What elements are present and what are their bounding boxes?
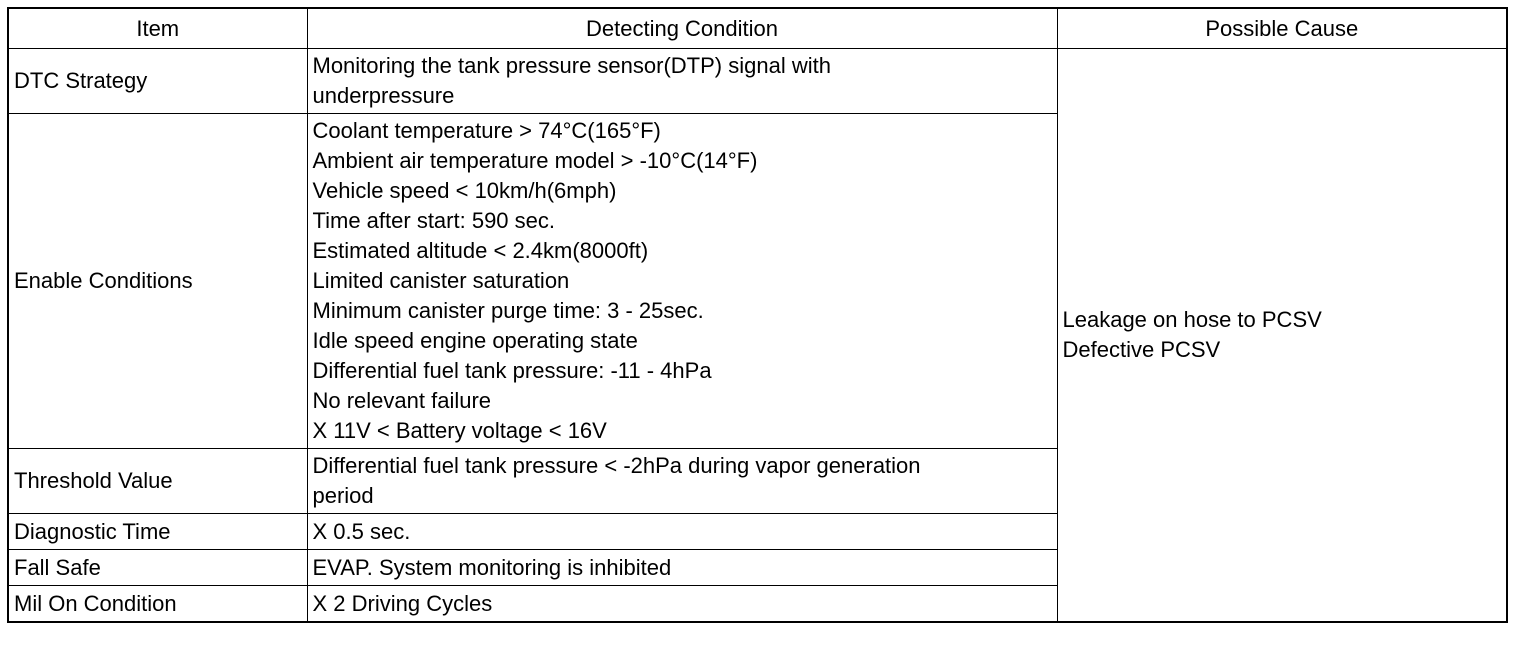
item-cell: Enable Conditions (8, 114, 307, 449)
condition-cell (307, 114, 1057, 449)
condition-line: No relevant failure (312, 388, 492, 413)
condition-line: Minimum canister purge time: 3 - 25sec. (312, 298, 704, 323)
condition-line: underpressure (312, 83, 455, 108)
condition-line: period (312, 483, 374, 508)
dtc-spec-table (7, 7, 1508, 623)
condition-line: Estimated altitude < 2.4km(8000ft) (312, 238, 649, 263)
header-detecting-condition: Detecting Condition (307, 8, 1057, 49)
cause-line: Defective PCSV (1062, 337, 1221, 362)
condition-cell: X 2 Driving Cycles (307, 586, 1057, 623)
item-cell: Diagnostic Time (8, 514, 307, 550)
condition-cell (307, 49, 1057, 114)
condition-line: Differential fuel tank pressure: -11 - 4hPa (312, 358, 712, 383)
condition-line: Monitoring the tank pressure sensor(DTP) signal with (312, 53, 831, 78)
item-cell: Threshold Value (8, 449, 307, 514)
condition-cell: EVAP. System monitoring is inhibited (307, 550, 1057, 586)
condition-line: Vehicle speed < 10km/h(6mph) (312, 178, 617, 203)
condition-cell: X 0.5 sec. (307, 514, 1057, 550)
item-cell: Fall Safe (8, 550, 307, 586)
condition-line: X 11V < Battery voltage < 16V (312, 418, 607, 443)
condition-line: Time after start: 590 sec. (312, 208, 555, 233)
table-row (8, 49, 1507, 114)
condition-line: Limited canister saturation (312, 268, 570, 293)
header-row (8, 8, 1507, 49)
item-cell: DTC Strategy (8, 49, 307, 114)
cause-line: Leakage on hose to PCSV (1062, 307, 1322, 332)
condition-line: Ambient air temperature model > -10°C(14°F) (312, 148, 758, 173)
header-possible-cause: Possible Cause (1057, 8, 1507, 49)
condition-line: Idle speed engine operating state (312, 328, 638, 353)
condition-line: Differential fuel tank pressure < -2hPa during vapor generation (312, 453, 921, 478)
header-item: Item (8, 8, 307, 49)
condition-line: Coolant temperature > 74°C(165°F) (312, 118, 661, 143)
item-cell: Mil On Condition (8, 586, 307, 623)
possible-cause-cell (1057, 49, 1507, 623)
condition-cell (307, 449, 1057, 514)
